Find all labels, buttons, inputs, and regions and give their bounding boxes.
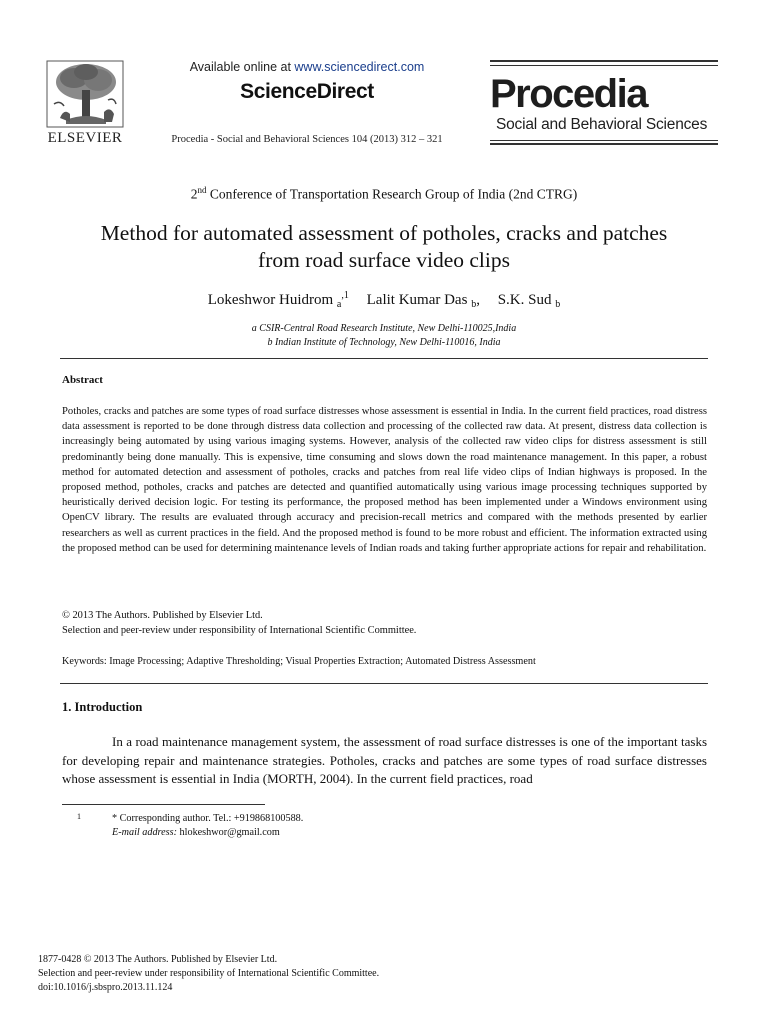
footnote-email-line xyxy=(112,827,280,838)
conference-name: Conference of Transportation Research Group of India (2nd CTRG) xyxy=(206,186,578,202)
author-name: Lokeshwor Huidrom xyxy=(207,292,337,308)
available-prefix: Available online at xyxy=(189,60,295,74)
footnote-corresponding-author: * Corresponding author. Tel.: +919868100588. xyxy=(112,813,304,824)
available-online-line xyxy=(140,60,474,74)
keywords: Keywords: Image Processing; Adaptive Thresholding; Visual Properties Extraction; Automated Distress Assessment xyxy=(62,656,536,667)
sciencedirect-brand: ScienceDirect xyxy=(240,80,374,103)
elsevier-tree-icon xyxy=(46,60,124,128)
author-name: S.K. Sud xyxy=(497,292,556,308)
conference-ordinal-suffix: nd xyxy=(197,185,207,195)
footnote-mark: 1 xyxy=(77,812,81,821)
footer-doi-line: doi:10.1016/j.sbspro.2013.11.124 xyxy=(38,982,173,993)
author-affiliation-mark: b xyxy=(555,299,561,310)
procedia-title: Procedia xyxy=(490,72,647,116)
copyright-notice xyxy=(62,608,707,638)
publisher-wordmark: ELSEVIER xyxy=(47,130,123,146)
procedia-rule-top-thick xyxy=(490,60,718,62)
procedia-rule-top-thin xyxy=(490,65,718,66)
author-name: Lalit Kumar Das xyxy=(366,292,472,308)
abstract-body: Potholes, cracks and patches are some types of road surface distresses whose assessment is essential in India. In the current field practices, road distress data assessment is reported to be done through distress data collection and processing of the collected raw data. At present, distress data collection is increasingly being automated by using various imaging systems. However, analysis of the collected raw video clips for distress assessment is still predominantly being done manually. This is expensive, time consuming and slows down the road maintenance management. In this paper, a robust method for automated detection and assessment of potholes, cracks and patches from real life video clips of Indian highways is proposed. In the proposed method, potholes, cracks and patches are detected and quantified automatically using various image processing techniques supported by heuristically derived decision logic. For testing its performance, the proposed method has been implemented under a Windows environment using OpenCV library. The results are evaluated through accuracy and precision-recall metrics and compared with the methods presented by earlier researchers as well as current practices in the field. And the proposed method is found to be more robust and efficient. The information extracted using the proposed method can be used for determining maintenance levels of Indian roads and taking further appropriate actions for repair and rehabilitation. xyxy=(62,406,707,554)
footnote-rule xyxy=(62,804,265,805)
divider xyxy=(60,683,708,684)
paper-title xyxy=(40,220,728,274)
copyright-line-2: Selection and peer-review under responsibility of International Scientific Committee. xyxy=(62,625,417,636)
email-address[interactable]: hlokeshwor@gmail.com xyxy=(177,827,280,838)
email-label: E-mail address: xyxy=(112,827,177,838)
author-separator: , xyxy=(476,292,480,308)
affiliation-b: b Indian Institute of Technology, New Delhi-110016, India xyxy=(267,337,501,348)
abstract-heading: Abstract xyxy=(62,374,103,386)
author-list xyxy=(60,290,708,310)
footer-issn-line: 1877-0428 © 2013 The Authors. Published by Elsevier Ltd. xyxy=(38,954,278,965)
introduction-body: In a road maintenance management system, the assessment of road surface distresses is one of the important tasks for developing repair and maintenance strategies. Potholes, cracks and patches are some types of road surface distresses whose assessment is essential in India (MORTH, 2004). In the current field practices, road xyxy=(62,734,707,786)
author-affiliation-mark: a xyxy=(336,299,342,310)
conference-ordinal: 2 xyxy=(190,186,198,202)
sciencedirect-url-link[interactable]: www.sciencedirect.com xyxy=(294,60,425,74)
divider xyxy=(60,358,708,359)
author-footnote-mark: ,1 xyxy=(341,290,349,301)
elsevier-logo xyxy=(40,60,130,152)
paper-title-line-1: Method for automated assessment of potholes, cracks and patches xyxy=(100,221,668,245)
conference-line xyxy=(60,185,708,203)
affiliation-a: a CSIR-Central Road Research Institute, New Delhi-110025,India xyxy=(251,323,517,334)
paper-title-line-2: from road surface video clips xyxy=(258,248,510,272)
section-heading-introduction: 1. Introduction xyxy=(62,700,143,714)
procedia-rule-bottom-thin xyxy=(490,140,718,141)
journal-reference: Procedia - Social and Behavioral Sciences 104 (2013) 312 – 321 xyxy=(171,134,443,145)
procedia-subtitle: Social and Behavioral Sciences xyxy=(496,116,708,133)
copyright-line-1: © 2013 The Authors. Published by Elsevier Ltd. xyxy=(62,610,263,621)
footer-review-line: Selection and peer-review under responsibility of International Scientific Committee. xyxy=(38,968,380,979)
procedia-rule-bottom-thick xyxy=(490,143,718,145)
page-footer xyxy=(38,953,718,995)
author-affiliation-mark: b xyxy=(471,299,477,310)
